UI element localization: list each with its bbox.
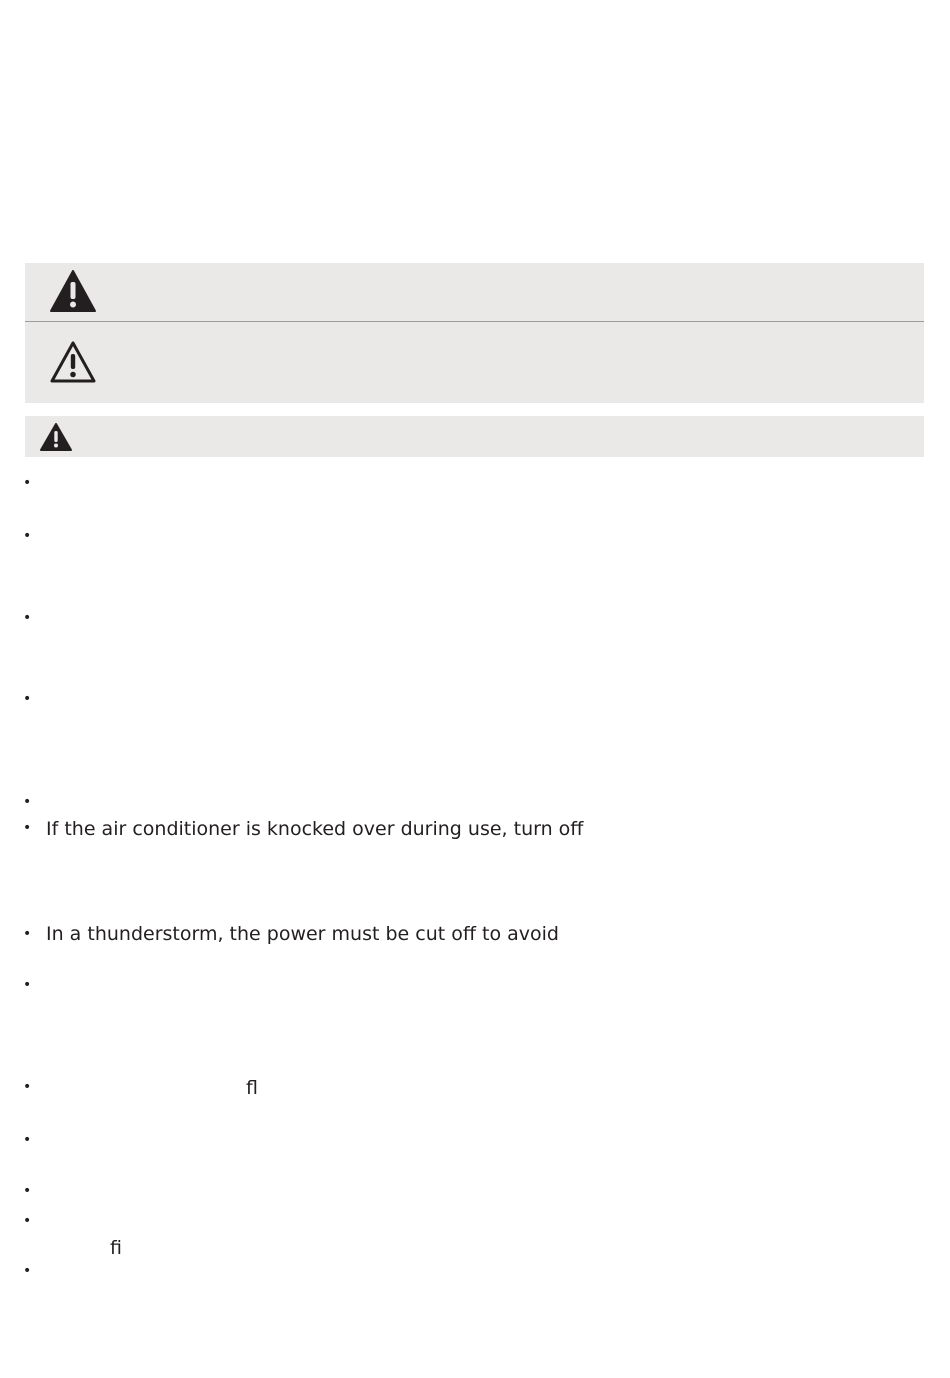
bullet-dot: • [23, 1263, 32, 1279]
list-item-text: In a thunderstorm, the power must be cut off to avoid [46, 923, 559, 945]
list-item-text: fi [110, 1237, 122, 1259]
warning-outline-icon [48, 339, 98, 385]
section-header-bar [25, 416, 924, 457]
bullet-dot: • [23, 1213, 32, 1229]
bullet-dot: • [23, 475, 32, 491]
safety-notice-box [25, 263, 924, 403]
notice-divider [25, 321, 924, 322]
bullet-dot: • [23, 528, 32, 544]
list-item-text: fl [246, 1077, 258, 1099]
bullet-dot: • [23, 977, 32, 993]
bullet-dot: • [23, 794, 32, 810]
bullet-dot: • [23, 1132, 32, 1148]
bullet-dot: • [23, 820, 32, 836]
bullet-dot: • [23, 1079, 32, 1095]
warning-filled-icon [48, 268, 98, 314]
bullet-dot: • [23, 691, 32, 707]
bullet-dot: • [23, 1183, 32, 1199]
bullet-dot: • [23, 926, 32, 942]
warning-filled-icon [39, 422, 73, 452]
list-item-text: If the air conditioner is knocked over during use, turn off [46, 818, 584, 840]
bullet-dot: • [23, 610, 32, 626]
